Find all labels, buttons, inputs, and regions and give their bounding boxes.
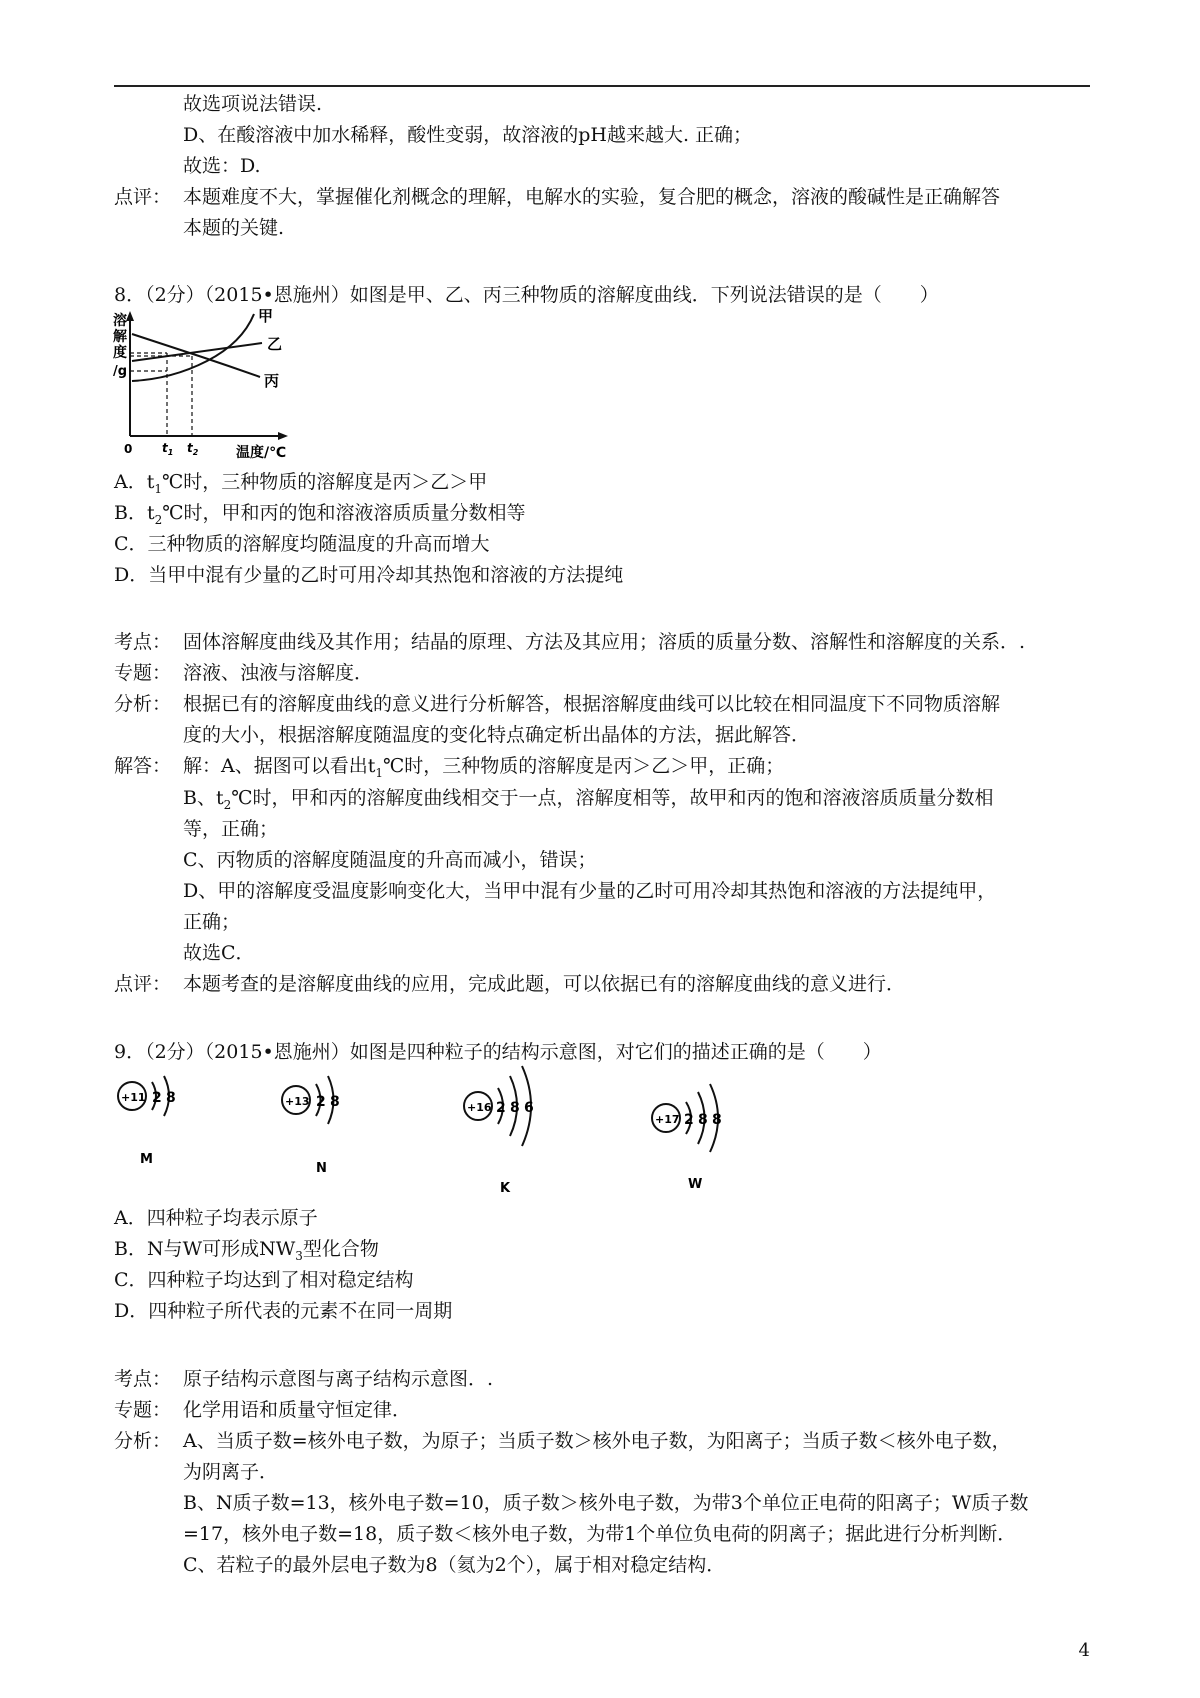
text-line: 本题的关键. [183,217,285,239]
section-label: 点评： [114,973,172,995]
section-label: 分析： [114,693,172,715]
svg-text:2: 2 [684,1112,694,1128]
section-label: 考点： [114,631,172,653]
text-line: 为阴离子． [183,1461,279,1483]
svg-text:6: 6 [524,1100,534,1116]
text-line: 故选：D. [183,155,261,177]
option-d: D．当甲中混有少量的乙时可用冷却其热饱和溶液的方法提纯 [114,564,624,586]
svg-text:8: 8 [712,1112,722,1128]
svg-text:+16: +16 [467,1101,492,1114]
question-9-stem: 9．（2分）（2015•恩施州）如图是四种粒子的结构示意图，对它们的描述正确的是（ ） [114,1041,882,1063]
svg-text:8: 8 [166,1090,176,1106]
series-label-yi: 乙 [267,335,283,353]
particle-diagram-n [276,1068,366,1178]
text-line: 固体溶解度曲线及其作用；结晶的原理、方法及其应用；溶质的质量分数、溶解性和溶解度的关系．. [183,631,1026,653]
svg-text:8: 8 [510,1100,520,1116]
svg-text:2: 2 [152,1090,162,1106]
question-8-stem: 8．（2分）（2015•恩施州）如图是甲、乙、丙三种物质的溶解度曲线．下列说法错误的是（ ） [114,284,939,306]
particle-diagram-k [458,1062,568,1197]
text-line: D、在酸溶液中加水稀释，酸性变弱，故溶液的pH越来越大. 正确； [183,124,753,146]
option-b: B．$t_2℃$时，甲和丙的饱和溶液溶质质量分数相等 [114,502,526,527]
svg-text:+13: +13 [285,1095,310,1108]
option-c: C．三种物质的溶解度均随温度的升高而增大 [114,533,490,555]
svg-text:8: 8 [330,1094,340,1110]
x-axis-arrow [278,432,288,440]
series-label-jia: 甲 [258,309,274,325]
section-label: 解答： [114,755,172,777]
svg-text:+11: +11 [121,1091,146,1104]
y-label-char: 度 [113,345,127,361]
option-b: B．N与W可形成$NW_3$型化合物 [114,1238,379,1263]
text-line: 度的大小，根据溶解度随温度的变化特点确定析出晶体的方法，据此解答． [183,724,811,746]
text-line: C、丙物质的溶解度随温度的升高而减小，错误； [183,849,597,871]
particle-diagram-m [112,1068,202,1168]
svg-text:+17: +17 [655,1113,680,1126]
review-label: 点评： [114,186,172,208]
text-line: 等，正确； [183,818,279,840]
option-c: C．四种粒子均达到了相对稳定结构 [114,1269,414,1291]
section-label: 专题： [114,1399,172,1421]
svg-text:2: 2 [316,1094,326,1110]
curve-yi [132,343,262,361]
text-line: B、$t_2℃$时，甲和丙的溶解度曲线相交于一点，溶解度相等，故甲和丙的饱和溶液溶质质量分数相 [183,787,994,812]
option-a: A．四种粒子均表示原子 [114,1207,318,1229]
y-label-char: 溶 [113,313,127,329]
svg-text:N: N [316,1161,327,1176]
header-rule [114,85,1090,87]
option-d: D．四种粒子所代表的元素不在同一周期 [114,1300,453,1322]
text-line: 化学用语和质量守恒定律． [183,1399,412,1421]
section-label: 专题： [114,662,172,684]
text-line: 正确； [183,911,241,933]
series-label-bing: 丙 [264,372,280,390]
text-line: 根据已有的溶解度曲线的意义进行分析解答，根据溶解度曲线可以比较在相同温度下不同物质溶解 [183,693,1001,715]
text-line: A、当质子数=核外电子数，为原子；当质子数＞核外电子数，为阳离子；当质子数＜核外电子数， [183,1430,1011,1452]
origin-label: 0 [124,442,133,456]
text-line: =17，核外电子数=18，质子数＜核外电子数，为带1个单位负电荷的阴离子；据此进行分析判断． [183,1523,1017,1545]
y-label-char: /g [113,364,128,379]
tick-t1: $t_1$ [162,441,174,457]
text-line: 故选项说法错误. [183,93,323,115]
tick-t2: $t_2$ [187,441,199,457]
x-axis-label: 温度/℃ [236,445,287,459]
svg-text:K: K [500,1181,511,1196]
y-axis-arrow [126,311,134,321]
page-number: 4 [1078,1640,1090,1661]
text-line: D、甲的溶解度受温度影响变化大，当甲中混有少量的乙时可用冷却其热饱和溶液的方法提纯甲， [183,880,997,902]
y-label-char: 解 [113,329,127,345]
text-line: 本题考查的是溶解度曲线的应用，完成此题，可以依据已有的溶解度曲线的意义进行． [183,973,906,995]
svg-text:2: 2 [496,1100,506,1116]
text-line: 原子结构示意图与离子结构示意图．. [183,1368,494,1390]
particle-diagram-w [646,1080,756,1200]
section-label: 分析： [114,1430,172,1452]
text-line: B、N质子数=13，核外电子数=10，质子数＞核外电子数，为带3个单位正电荷的阳离子；W质子数 [183,1492,1029,1514]
option-a: A．$t_1℃$时，三种物质的溶解度是丙＞乙＞甲 [114,471,488,496]
svg-text:8: 8 [698,1112,708,1128]
solubility-curve-figure [112,309,312,459]
text-line: 溶液、浊液与溶解度． [183,662,374,684]
text-line: 本题难度不大，掌握催化剂概念的理解，电解水的实验，复合肥的概念，溶液的酸碱性是正确解答 [183,186,1001,208]
svg-text:M: M [140,1152,153,1167]
text-line: C、若粒子的最外层电子数为8（氦为2个），属于相对稳定结构． [183,1554,726,1576]
svg-text:W: W [688,1177,703,1192]
text-line: 解：A、据图可以看出$t_1℃$时，三种物质的溶解度是丙＞乙＞甲，正确； [183,755,785,780]
text-line: 故选C． [183,942,255,964]
section-label: 考点： [114,1368,172,1390]
